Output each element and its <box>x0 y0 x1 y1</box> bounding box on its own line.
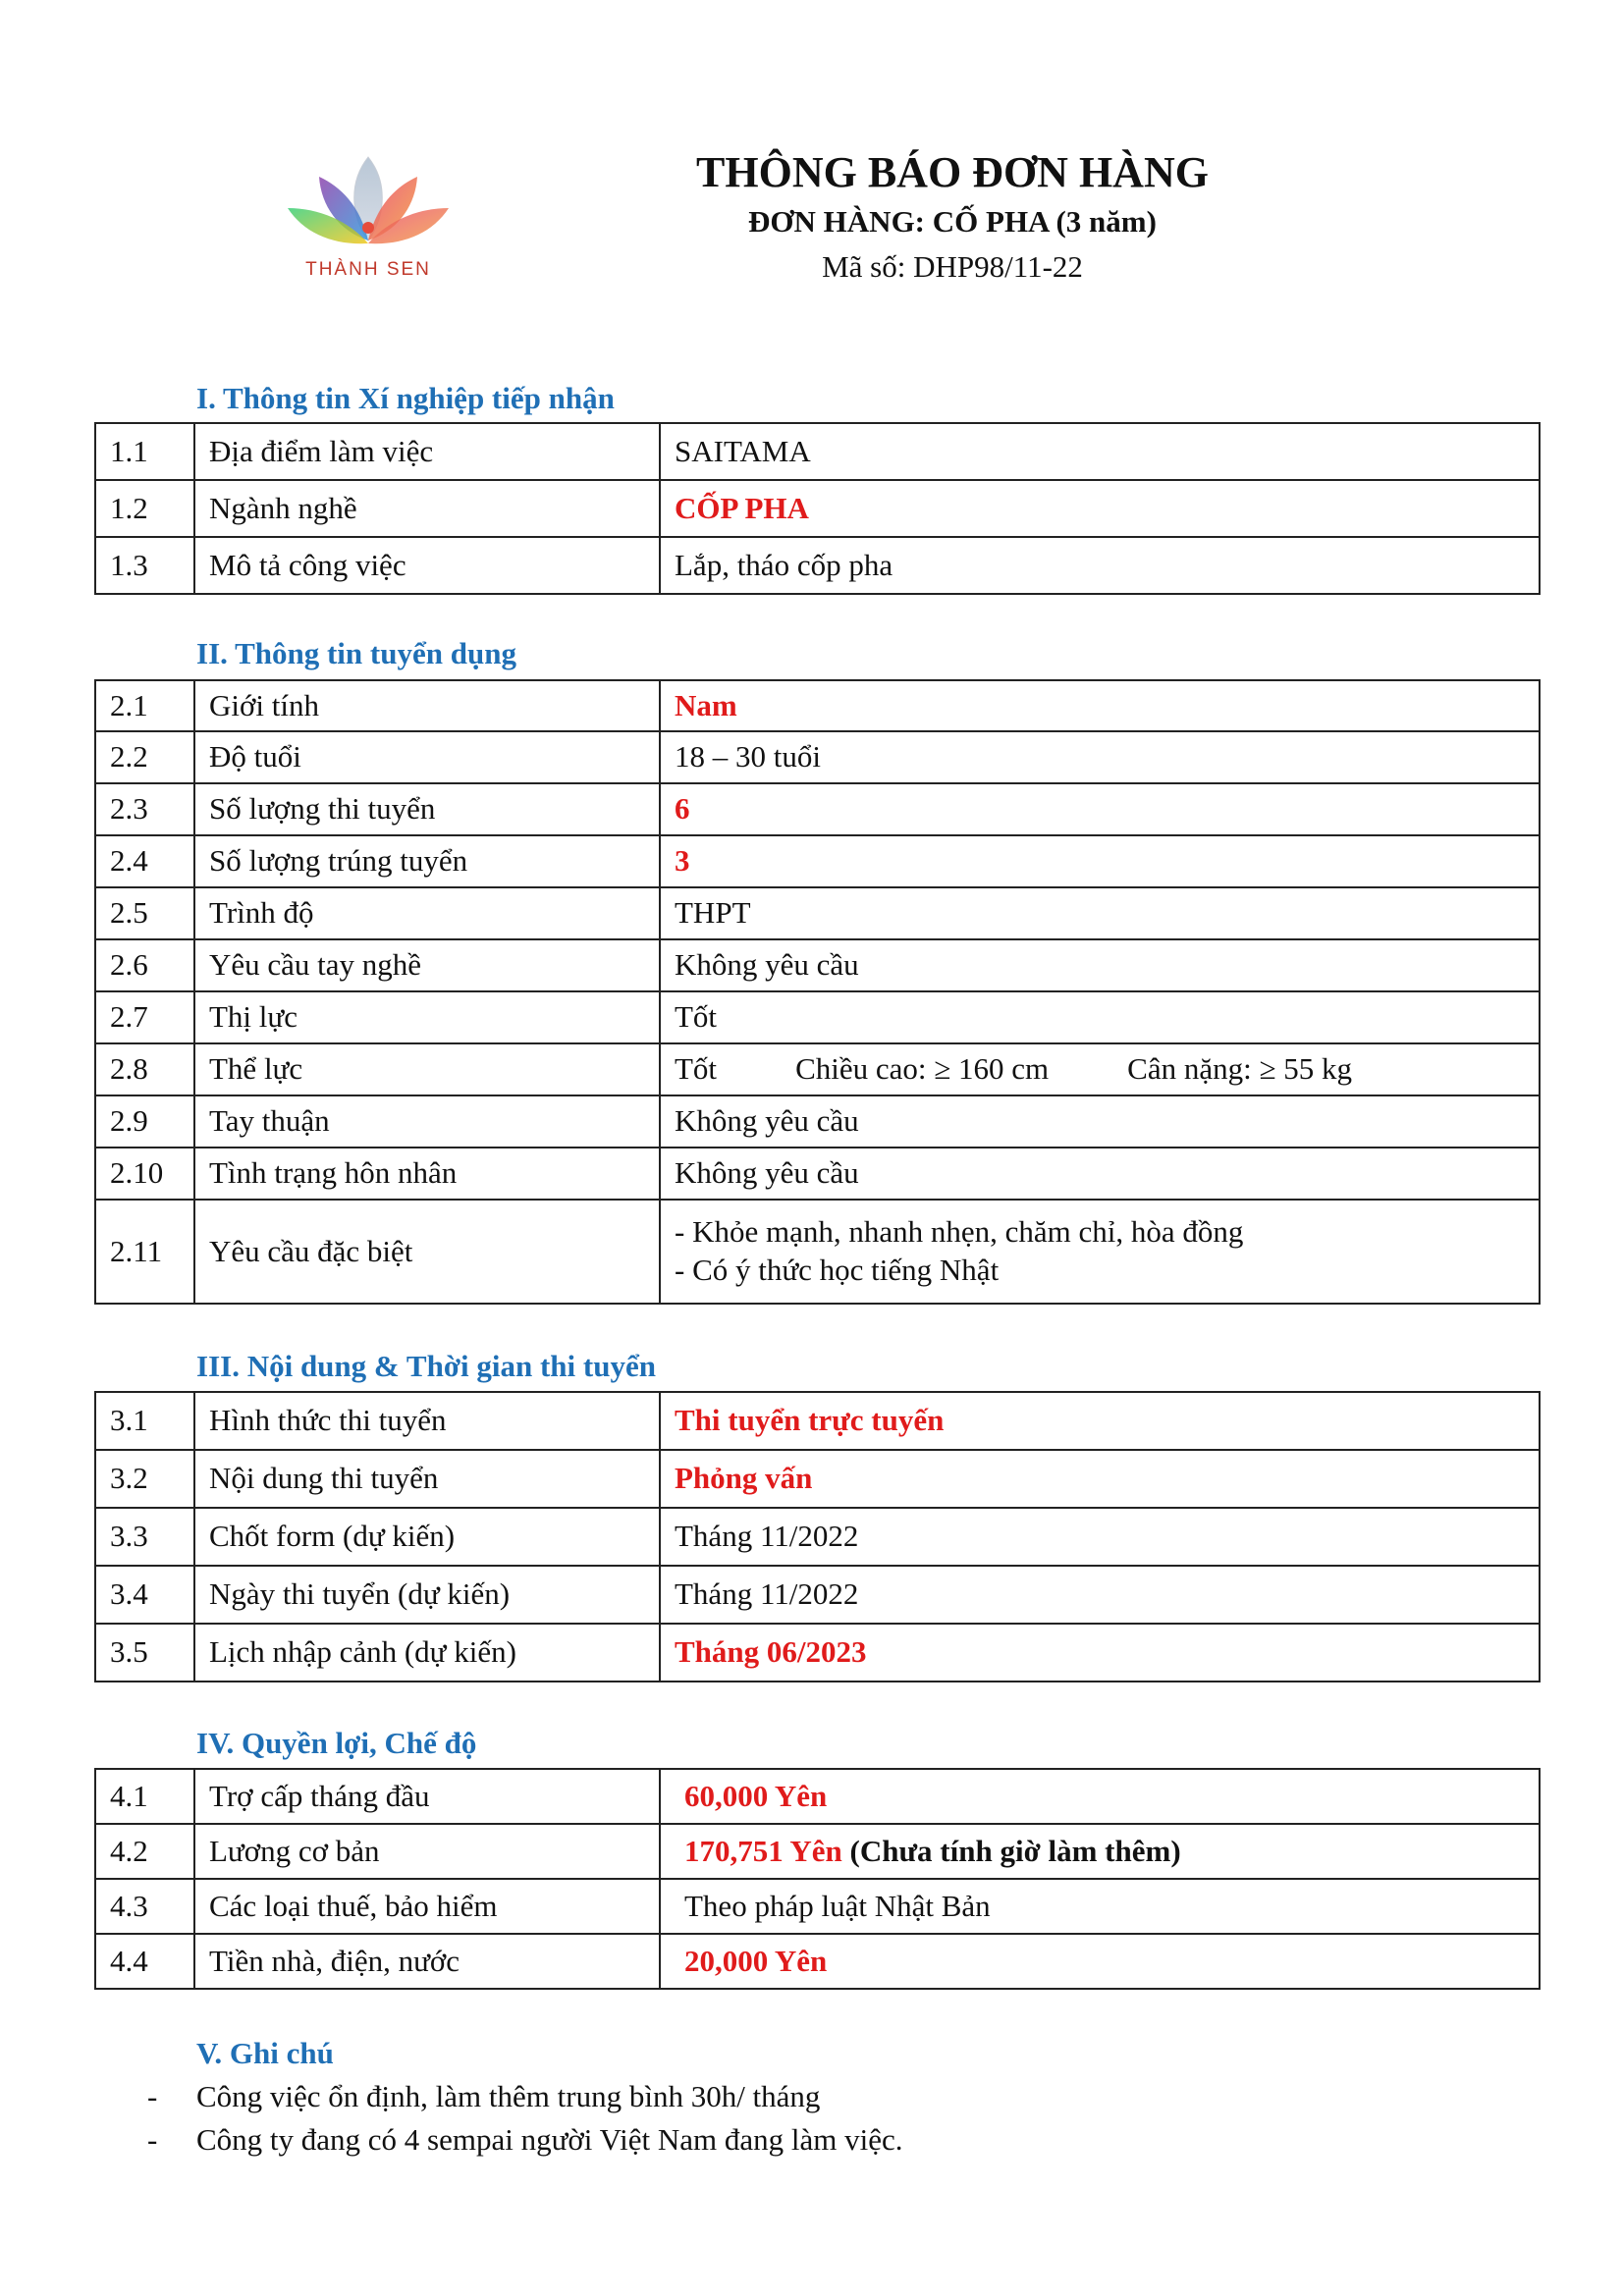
row-number: 2.5 <box>95 887 194 939</box>
row-value: 3 <box>660 835 1540 887</box>
row-number: 2.1 <box>95 680 194 731</box>
table-row <box>95 991 1540 1043</box>
row-value: 60,000 Yên <box>660 1769 1540 1824</box>
row-value: Phỏng vấn <box>660 1450 1540 1508</box>
row-label: Thể lực <box>194 1043 660 1095</box>
salary-note: (Chưa tính giờ làm thêm) <box>849 1833 1181 1868</box>
row-number: 3.4 <box>95 1566 194 1624</box>
physique-value: Tốt <box>675 1051 718 1087</box>
row-label: Lương cơ bản <box>194 1824 660 1879</box>
table-row <box>95 1200 1540 1304</box>
row-number: 3.5 <box>95 1624 194 1682</box>
row-number: 2.8 <box>95 1043 194 1095</box>
row-number: 4.1 <box>95 1769 194 1824</box>
row-label: Lịch nhập cảnh (dự kiến) <box>194 1624 660 1682</box>
row-number: 2.6 <box>95 939 194 991</box>
row-value: 18 – 30 tuổi <box>660 731 1540 783</box>
section-1-table <box>94 422 1541 595</box>
row-label: Tay thuận <box>194 1095 660 1148</box>
table-row <box>95 1148 1540 1200</box>
table-row <box>95 1095 1540 1148</box>
order-code: Mã số: DHP98/11-22 <box>822 249 1083 284</box>
bullet: - <box>147 2122 158 2157</box>
row-number: 3.3 <box>95 1508 194 1566</box>
special-requirement-line: - Khỏe mạnh, nhanh nhẹn, chăm chỉ, hòa đồng <box>675 1214 1244 1250</box>
table-row <box>95 783 1540 835</box>
row-value <box>660 1824 1540 1879</box>
section-2-title: II. Thông tin tuyển dụng <box>196 636 516 670</box>
row-value: 6 <box>660 783 1540 835</box>
note-item <box>147 2079 820 2114</box>
note-text: Công ty đang có 4 sempai người Việt Nam đang làm việc. <box>196 2122 903 2157</box>
table-row <box>95 1566 1540 1624</box>
table-row <box>95 1624 1540 1682</box>
row-value: Nam <box>660 680 1540 731</box>
row-label: Độ tuổi <box>194 731 660 783</box>
section-4-title: IV. Quyền lợi, Chế độ <box>196 1726 477 1760</box>
table-row <box>95 480 1540 537</box>
table-row <box>95 1879 1540 1934</box>
row-value: Không yêu cầu <box>660 1095 1540 1148</box>
row-label: Trợ cấp tháng đầu <box>194 1769 660 1824</box>
row-label: Nội dung thi tuyển <box>194 1450 660 1508</box>
table-row <box>95 1508 1540 1566</box>
section-4-table <box>94 1768 1541 1990</box>
logo-text: THÀNH SEN <box>305 259 431 280</box>
row-number: 2.11 <box>95 1200 194 1304</box>
page-title: THÔNG BÁO ĐƠN HÀNG <box>696 148 1209 196</box>
table-row <box>95 887 1540 939</box>
row-label: Yêu cầu tay nghề <box>194 939 660 991</box>
table-row <box>95 1824 1540 1879</box>
row-value: Tháng 06/2023 <box>660 1624 1540 1682</box>
row-value <box>660 1200 1540 1304</box>
row-number: 4.3 <box>95 1879 194 1934</box>
special-requirement-line: - Có ý thức học tiếng Nhật <box>675 1253 1000 1287</box>
row-number: 2.2 <box>95 731 194 783</box>
row-number: 3.1 <box>95 1392 194 1450</box>
table-row <box>95 680 1540 731</box>
note-text: Công việc ổn định, làm thêm trung bình 30h/ tháng <box>196 2079 821 2113</box>
row-label: Chốt form (dự kiến) <box>194 1508 660 1566</box>
row-value: Tháng 11/2022 <box>660 1566 1540 1624</box>
row-number: 4.2 <box>95 1824 194 1879</box>
row-label: Thị lực <box>194 991 660 1043</box>
section-5-title: V. Ghi chú <box>196 2036 334 2070</box>
section-2-table <box>94 679 1541 1305</box>
row-value <box>660 1043 1540 1095</box>
row-label: Số lượng trúng tuyển <box>194 835 660 887</box>
row-label: Các loại thuế, bảo hiểm <box>194 1879 660 1934</box>
weight-requirement: Cân nặng: ≥ 55 kg <box>1127 1051 1352 1087</box>
order-subtitle: ĐƠN HÀNG: CỐ PHA (3 năm) <box>748 204 1157 239</box>
row-number: 2.7 <box>95 991 194 1043</box>
company-logo <box>280 147 457 294</box>
table-row <box>95 537 1540 594</box>
row-value: CỐP PHA <box>660 480 1540 537</box>
row-value: Lắp, tháo cốp pha <box>660 537 1540 594</box>
row-value: Tốt <box>660 991 1540 1043</box>
table-row <box>95 423 1540 480</box>
row-value: Không yêu cầu <box>660 939 1540 991</box>
row-label: Địa điểm làm việc <box>194 423 660 480</box>
row-label: Tiền nhà, điện, nước <box>194 1934 660 1989</box>
row-label: Mô tả công việc <box>194 537 660 594</box>
row-value: Thi tuyển trực tuyến <box>660 1392 1540 1450</box>
table-row <box>95 939 1540 991</box>
row-label: Tình trạng hôn nhân <box>194 1148 660 1200</box>
row-value: Tháng 11/2022 <box>660 1508 1540 1566</box>
row-label: Giới tính <box>194 680 660 731</box>
salary-value: 170,751 Yên <box>684 1833 842 1868</box>
row-value: 20,000 Yên <box>660 1934 1540 1989</box>
row-value: Không yêu cầu <box>660 1148 1540 1200</box>
note-item <box>147 2122 903 2158</box>
section-1-title: I. Thông tin Xí nghiệp tiếp nhận <box>196 381 615 415</box>
row-number: 2.3 <box>95 783 194 835</box>
row-value: Theo pháp luật Nhật Bản <box>660 1879 1540 1934</box>
section-3-title: III. Nội dung & Thời gian thi tuyển <box>196 1349 656 1383</box>
row-number: 2.9 <box>95 1095 194 1148</box>
row-label: Yêu cầu đặc biệt <box>194 1200 660 1304</box>
table-row <box>95 1769 1540 1824</box>
section-3-table <box>94 1391 1541 1682</box>
row-number: 2.4 <box>95 835 194 887</box>
table-row <box>95 731 1540 783</box>
table-row <box>95 1043 1540 1095</box>
row-number: 2.10 <box>95 1148 194 1200</box>
row-label: Ngày thi tuyển (dự kiến) <box>194 1566 660 1624</box>
table-row <box>95 835 1540 887</box>
table-row <box>95 1934 1540 1989</box>
row-number: 1.2 <box>95 480 194 537</box>
lotus-icon <box>280 147 457 265</box>
row-label: Trình độ <box>194 887 660 939</box>
row-number: 4.4 <box>95 1934 194 1989</box>
row-value: THPT <box>660 887 1540 939</box>
table-row <box>95 1392 1540 1450</box>
height-requirement: Chiều cao: ≥ 160 cm <box>795 1051 1050 1087</box>
row-number: 1.3 <box>95 537 194 594</box>
row-number: 1.1 <box>95 423 194 480</box>
row-label: Số lượng thi tuyển <box>194 783 660 835</box>
row-label: Hình thức thi tuyển <box>194 1392 660 1450</box>
row-value: SAITAMA <box>660 423 1540 480</box>
row-number: 3.2 <box>95 1450 194 1508</box>
table-row <box>95 1450 1540 1508</box>
bullet: - <box>147 2079 158 2113</box>
row-label: Ngành nghề <box>194 480 660 537</box>
